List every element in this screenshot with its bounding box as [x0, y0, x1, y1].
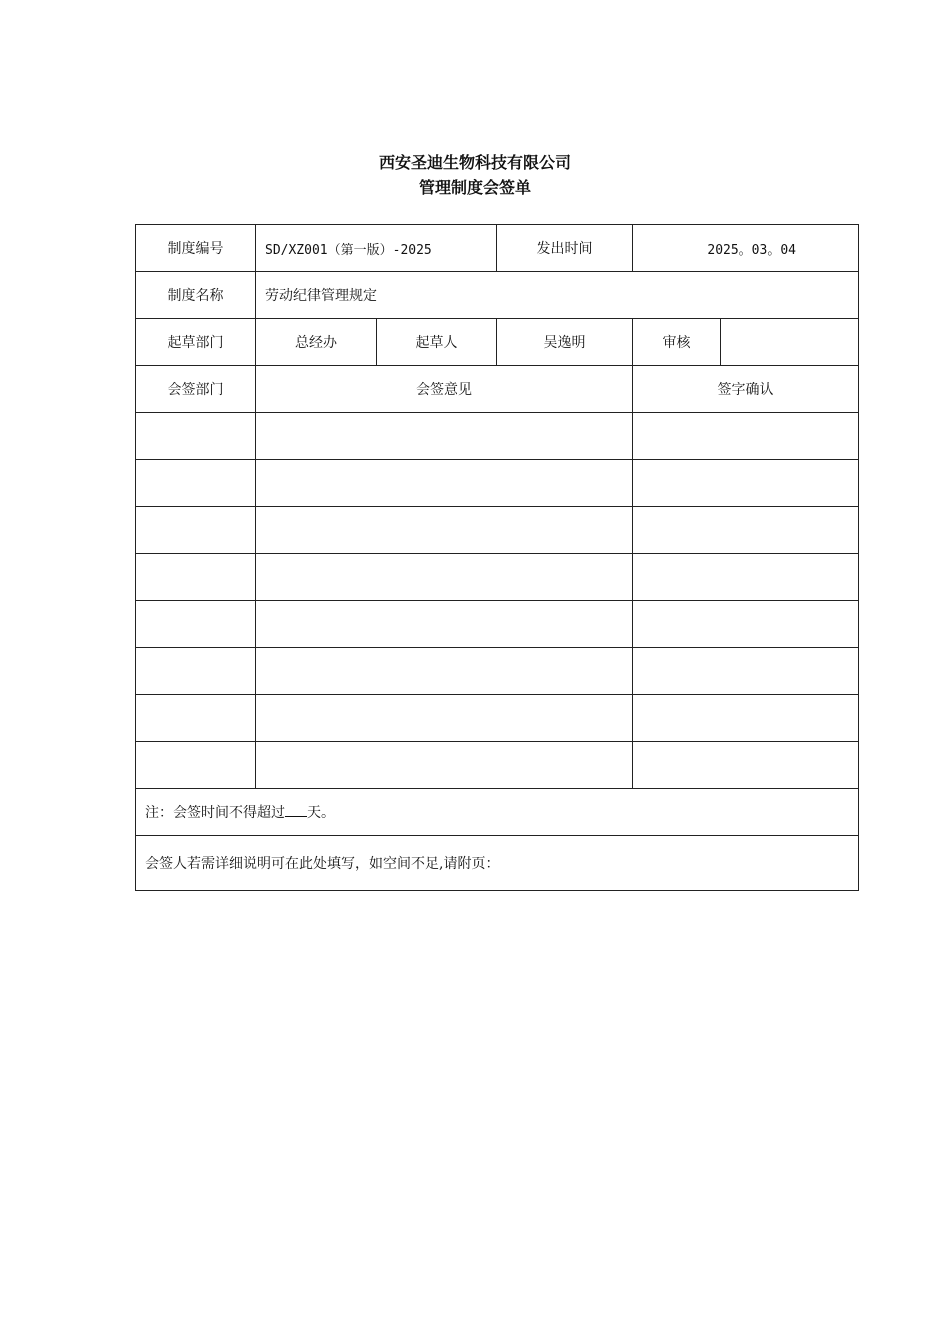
cosign-opinion-header: 会签意见: [256, 366, 633, 413]
cosign-row: [136, 413, 859, 460]
cosign-form-table: [135, 224, 859, 891]
signature-cell[interactable]: [633, 507, 859, 554]
policy-number-value: SD/XZ001（第一版）-2025: [256, 225, 497, 272]
cosign-dept-cell[interactable]: [136, 601, 256, 648]
cosign-row: [136, 648, 859, 695]
issue-time-value: 2025。03。04: [633, 225, 859, 272]
cosign-dept-cell[interactable]: [136, 648, 256, 695]
cosign-dept-cell[interactable]: [136, 742, 256, 789]
cosign-dept-cell[interactable]: [136, 554, 256, 601]
cosign-opinion-cell[interactable]: [256, 507, 633, 554]
row-note: [136, 789, 859, 836]
row-policy-number: [136, 225, 859, 272]
cosign-dept-cell[interactable]: [136, 460, 256, 507]
policy-name-value: 劳动纪律管理规定: [256, 272, 859, 319]
signature-cell[interactable]: [633, 413, 859, 460]
row-draft-info: [136, 319, 859, 366]
company-name: 西安圣迪生物科技有限公司: [378, 153, 571, 172]
drafter-value: 吴逸明: [497, 319, 633, 366]
review-label: 审核: [633, 319, 721, 366]
signature-cell[interactable]: [633, 648, 859, 695]
draft-dept-label: 起草部门: [136, 319, 256, 366]
cosign-opinion-cell[interactable]: [256, 648, 633, 695]
detail-explanation-area[interactable]: [136, 836, 859, 891]
cosign-opinion-cell[interactable]: [256, 601, 633, 648]
cosign-dept-header: 会签部门: [136, 366, 256, 413]
row-detail: [136, 836, 859, 891]
cosign-deadline-note: [136, 789, 859, 836]
detail-note-text: 会签人若需详细说明可在此处填写，如空间不足,请附页：: [145, 856, 500, 872]
cosign-row: [136, 554, 859, 601]
cosign-row: [136, 601, 859, 648]
note-suffix: 天。: [307, 805, 335, 821]
cosign-opinion-cell[interactable]: [256, 742, 633, 789]
drafter-label: 起草人: [377, 319, 497, 366]
signature-cell[interactable]: [633, 695, 859, 742]
cosign-opinion-cell[interactable]: [256, 554, 633, 601]
row-cosign-headers: [136, 366, 859, 413]
cosign-opinion-cell[interactable]: [256, 413, 633, 460]
row-policy-name: [136, 272, 859, 319]
policy-number-label: 制度编号: [136, 225, 256, 272]
cosign-row: [136, 695, 859, 742]
cosign-dept-cell[interactable]: [136, 695, 256, 742]
signature-cell[interactable]: [633, 554, 859, 601]
review-value[interactable]: [721, 319, 859, 366]
issue-time-label: 发出时间: [497, 225, 633, 272]
signature-header: 签字确认: [633, 366, 859, 413]
form-title: 管理制度会签单: [418, 178, 531, 197]
days-blank[interactable]: [285, 803, 307, 817]
signature-cell[interactable]: [633, 601, 859, 648]
note-prefix: 注：会签时间不得超过: [145, 805, 285, 821]
signature-cell[interactable]: [633, 742, 859, 789]
cosign-row: [136, 460, 859, 507]
cosign-dept-cell[interactable]: [136, 413, 256, 460]
cosign-row: [136, 742, 859, 789]
cosign-opinion-cell[interactable]: [256, 695, 633, 742]
cosign-row: [136, 507, 859, 554]
policy-name-label: 制度名称: [136, 272, 256, 319]
draft-dept-value: 总经办: [256, 319, 377, 366]
cosign-opinion-cell[interactable]: [256, 460, 633, 507]
signature-cell[interactable]: [633, 460, 859, 507]
cosign-dept-cell[interactable]: [136, 507, 256, 554]
